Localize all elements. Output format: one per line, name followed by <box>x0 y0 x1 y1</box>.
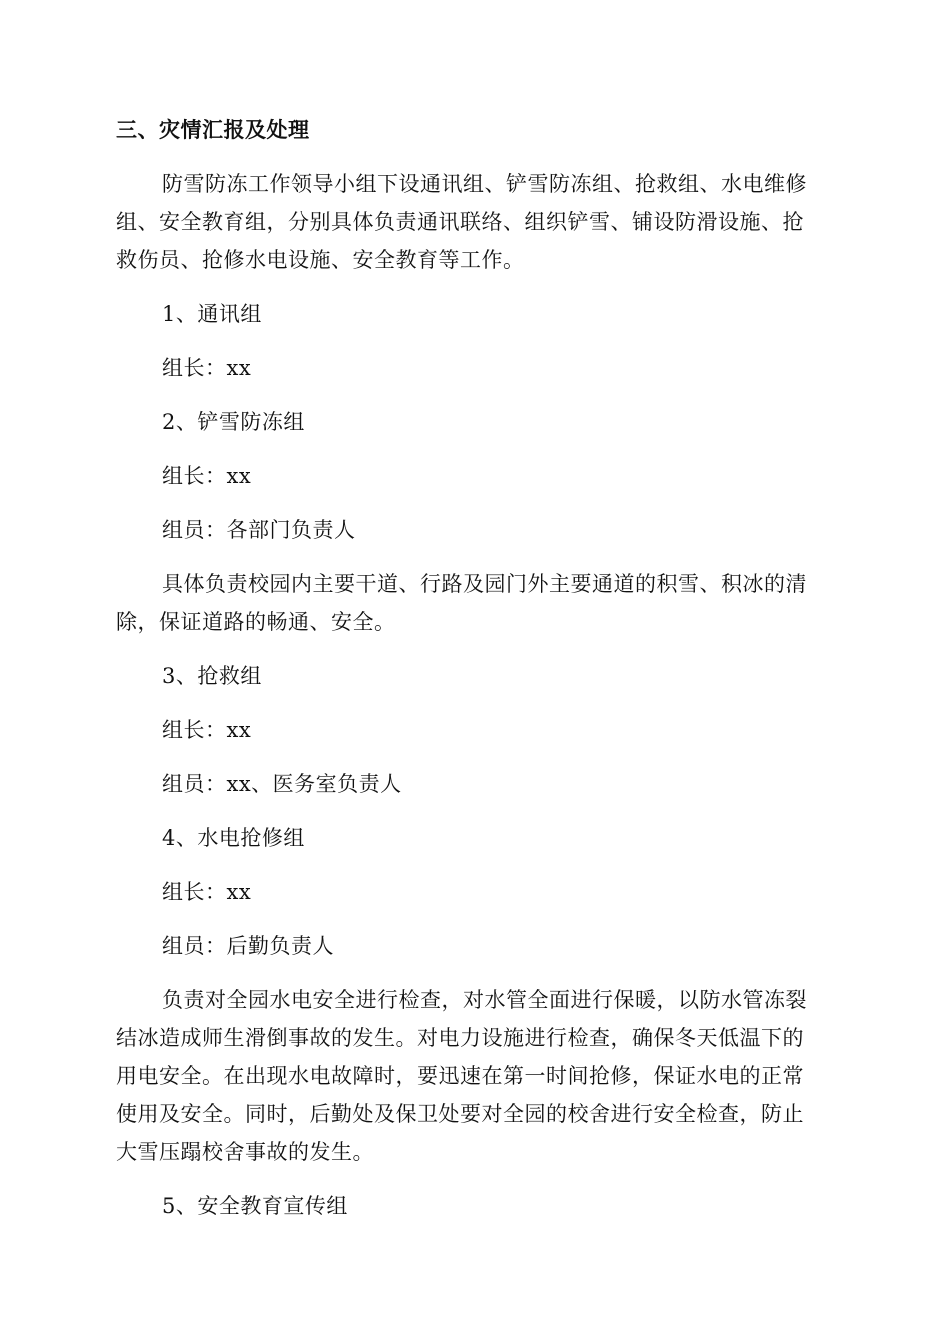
intro-line-3: 救伤员、抢修水电设施、安全教育等工作。 <box>116 248 525 272</box>
group2-title: 2、铲雪防冻组 <box>162 410 305 434</box>
group4-duty-line-3: 用电安全。在出现水电故障时，要迅速在第一时间抢修，保证水电的正常 <box>116 1064 804 1088</box>
group2-members: 组员：各部门负责人 <box>162 518 356 542</box>
group1-leader: 组长：xx <box>162 356 252 380</box>
group4-duty-line-4: 使用及安全。同时，后勤处及保卫处要对全园的校舍进行安全检查，防止 <box>116 1102 804 1126</box>
intro-line-1: 防雪防冻工作领导小组下设通讯组、铲雪防冻组、抢救组、水电维修 <box>162 172 807 196</box>
section-heading: 三、灾情汇报及处理 <box>116 117 310 142</box>
group4-title: 4、水电抢修组 <box>162 826 305 850</box>
group2-duty-line-2: 除，保证道路的畅通、安全。 <box>116 610 396 634</box>
group4-duty-line-5: 大雪压蹋校舍事故的发生。 <box>116 1140 374 1164</box>
group2-leader: 组长：xx <box>162 464 252 488</box>
group4-leader: 组长：xx <box>162 880 252 904</box>
intro-line-2: 组、安全教育组，分别具体负责通讯联络、组织铲雪、铺设防滑设施、抢 <box>116 210 804 234</box>
group4-members: 组员：后勤负责人 <box>162 934 334 958</box>
group4-duty-line-2: 结冰造成师生滑倒事故的发生。对电力设施进行检查，确保冬天低温下的 <box>116 1026 804 1050</box>
group3-members: 组员：xx、医务室负责人 <box>162 772 402 796</box>
group2-duty-line-1: 具体负责校园内主要干道、行路及园门外主要通道的积雪、积冰的清 <box>162 572 807 596</box>
group5-title: 5、安全教育宣传组 <box>162 1194 348 1218</box>
group3-leader: 组长：xx <box>162 718 252 742</box>
group1-title: 1、通讯组 <box>162 302 262 326</box>
group4-duty-line-1: 负责对全园水电安全进行检查，对水管全面进行保暖，以防水管冻裂 <box>162 988 807 1012</box>
group3-title: 3、抢救组 <box>162 664 262 688</box>
